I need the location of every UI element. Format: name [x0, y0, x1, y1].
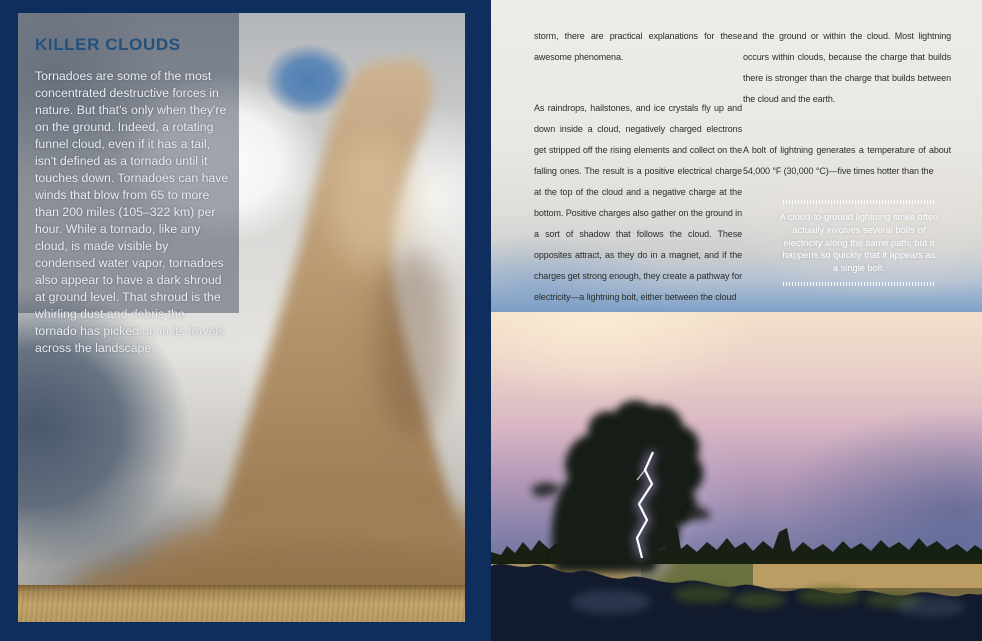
- rock-highlight: [897, 597, 965, 617]
- killer-clouds-panel: [18, 13, 239, 355]
- callout-text: A cloud-to-ground lightning strike often actually involves several bolts of electricity along the same path, but it happens so quickly that it appears as a single bolt.: [779, 212, 939, 274]
- paragraph: and the ground or within the cloud. Most lightning occurs within clouds, because the charge that builds there is stronger than the charge that builds between the cloud and the earth.: [743, 31, 951, 104]
- paragraph: As raindrops, hailstones, and ice crystals fly up and down inside a cloud, negatively charged electrons get stripped off the rising elements and collect on the falling ones. The result is a positive electrical charge at the top of the cloud and a negative charge at the bottom. Positive charges also gather on the ground in a sort of shadow that follows the cloud. These opposites attract, as they do in a magnet, and if the charges get strong enough, they create a pathway for electricity—a lightning bolt, either between the cloud: [534, 103, 742, 302]
- tornado-photo: [18, 13, 465, 622]
- lightning-photo: [491, 312, 982, 641]
- dust-highlight: [331, 138, 415, 268]
- moss-patch: [673, 585, 733, 603]
- dotted-rule-bottom: [783, 282, 935, 286]
- right-page: [491, 0, 982, 641]
- page-title: KILLER CLOUDS: [35, 35, 181, 54]
- lightning-scene: [491, 312, 982, 641]
- sidebar-fact-box: [779, 200, 939, 286]
- paragraph: A bolt of lightning generates a temperature of about 54,000 °F (30,000 °C)—five times hotter than the: [743, 145, 951, 176]
- moss-patch: [733, 592, 785, 608]
- dust-shadow: [375, 248, 451, 438]
- paragraph: storm, there are practical explanations for these awesome phenomena.: [534, 31, 742, 62]
- field-ground: [18, 585, 465, 622]
- left-body-text: Tornadoes are some of the most concentrated destructive forces in nature. But that's only when they're on the ground. Indeed, a rotating funnel cloud, even if it has a tail, isn't defined as a tornado until it touches down. Tornadoes can have winds that blow from 65 to more than 200 miles (105–322 km) per hour. While a tornado, like any cloud, is made visible by condensed water vapor, tornadoes also appear to have a dark shroud at ground level. That shroud is the whirling dust and debris the tornado has picked up in its travels across the landscape.: [35, 69, 229, 355]
- text-column-2: [743, 26, 951, 212]
- rock-highlight: [571, 590, 651, 614]
- moss-patch: [797, 587, 861, 605]
- text-column-1: [534, 26, 742, 338]
- dotted-rule-top: [783, 200, 935, 204]
